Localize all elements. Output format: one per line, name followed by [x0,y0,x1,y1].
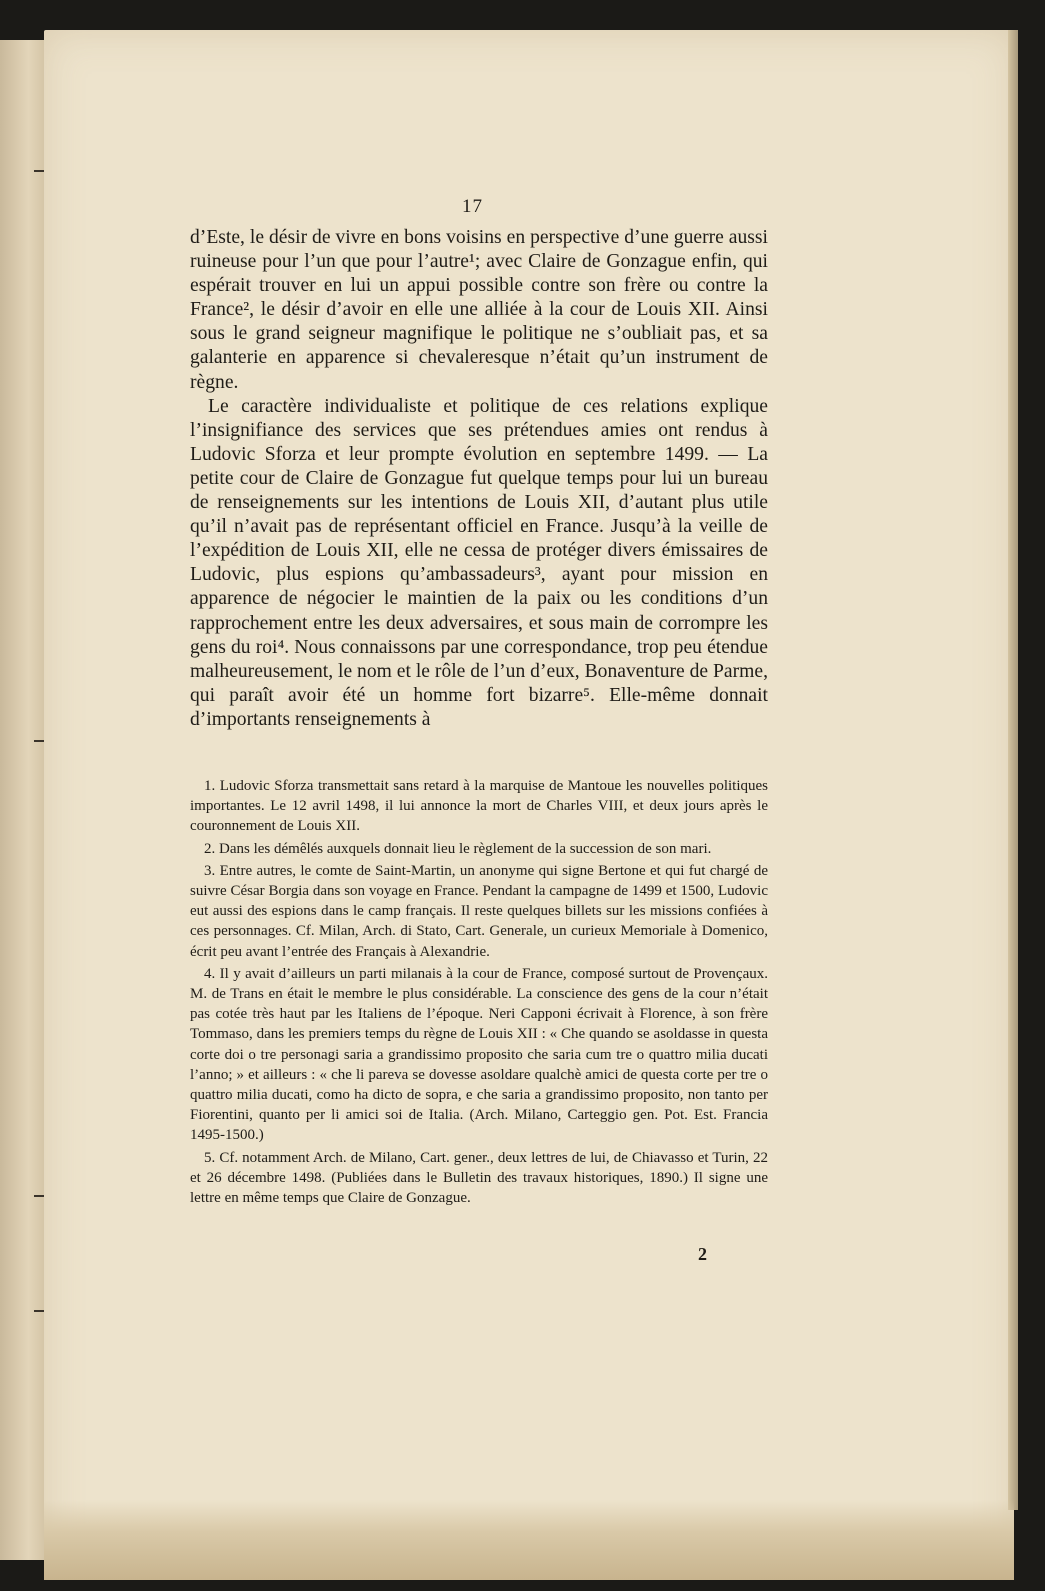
footnote: 1. Ludovic Sforza transmettait sans retard à la marquise de Mantoue les nouvelles politiques importantes. Le 12 avril 1498, il lui annonce la mort de Charles VIII, et deux jours après le couronnement de Louis XII. [190,778,768,835]
main-text [190,226,768,732]
page-number: 17 [462,196,483,217]
page-right-edge [1008,30,1018,1510]
page-bottom-edge [44,1500,1014,1580]
footnote: 5. Cf. notamment Arch. de Milano, Cart. gener., deux lettres de lui, de Chiavasso et Turin, 22 et 26 décembre 1498. (Publiées dans le Bulletin des travaux historiques, 1890.) Il signe une lettre en même temps que Claire de Gonzague. [190,1149,768,1207]
footnote: 3. Entre autres, le comte de Saint-Martin, un anonyme qui signe Bertone et qui fut chargé de suivre César Borgia dans son voyage en France. Pendant la campagne de 1499 et 1500, Ludovic eut aussi des espions dans le camp français. Il reste quelques billets sur les missions confiées à ces personnages. Cf. Milan, Arch. di Stato, Cart. Generale, un curieux Memoriale à Domenico, écrit peu avant l’entrée des Français à Alexandrie. [190,862,768,960]
paragraph: d’Este, le désir de vivre en bons voisins en perspective d’une guerre aussi ruineuse pour l’un que pour l’autre¹; avec Claire de Gonzague enfin, qui espérait trouver en lui un appui possible contre son frère ou contre la France², le désir d’avoir en elle une alliée à la cour de Louis XII. Ainsi sous le grand seigneur magnifique le politique ne s’oubliait pas, et sa galanterie en apparence si chevaleresque n’était qu’un instrument de règne. [190,227,768,393]
signature-mark: 2 [698,1244,707,1264]
footnote: 4. Il y avait d’ailleurs un parti milanais à la cour de France, composé surtout de Provençaux. M. de Trans en était le membre le plus considérable. La conscience des gens de la cour n’était pas cotée très haut par les Italiens de l’époque. Neri Capponi écrivait à Florence, à son frère Tommaso, dans les premiers temps du règne de Louis XII : « Che quando se asoldasse in questa corte doi o tre personagi saria a grandissimo proposito che saria cum tre o quattro milia ducati l’anno; » et ailleurs : « che li pareva se dovesse asoldare qualchè amici de questa corte per tre o quattro milia ducati, como ha dicto de sopra, e che saria a grandissimo proposito, non tanto per Fiorentini, quanto per li amici soi de Italia. (Arch. Milano, Carteggio gen. Pot. Est. Francia 1495-1500.) [190,965,768,1144]
footnotes [190,776,768,1210]
paragraph: Le caractère individualiste et politique de ces relations explique l’insignifiance des services que ses prétendues amies ont rendus à Ludovic Sforza et leur prompte évolution en septembre 1499. — La petite cour de Claire de Gonzague fut quelque temps pour lui un bureau de renseignements sur les intentions de Louis XII, d’autant plus utile qu’il n’avait pas de représentant officiel en France. Jusqu’à la veille de l’expédition de Louis XII, elle ne cessa de protéger divers émissaires de Ludovic, plus espions qu’ambassadeurs³, ayant pour mission en apparence de négocier le maintien de la paix ou les conditions d’un rapprochement entre les deux adversaires, et sous main de corrompre les gens du roi⁴. Nous connaissons par une correspondance, trop peu étendue malheureusement, le nom et le rôle de l’un d’eux, Bonaventure de Parme, qui paraît avoir été un homme fort bizarre⁵. Elle-même donnait d’importants renseignements à [190,395,768,730]
footnote: 2. Dans les démêlés auxquels donnait lieu le règlement de la succession de son mari. [204,840,712,857]
